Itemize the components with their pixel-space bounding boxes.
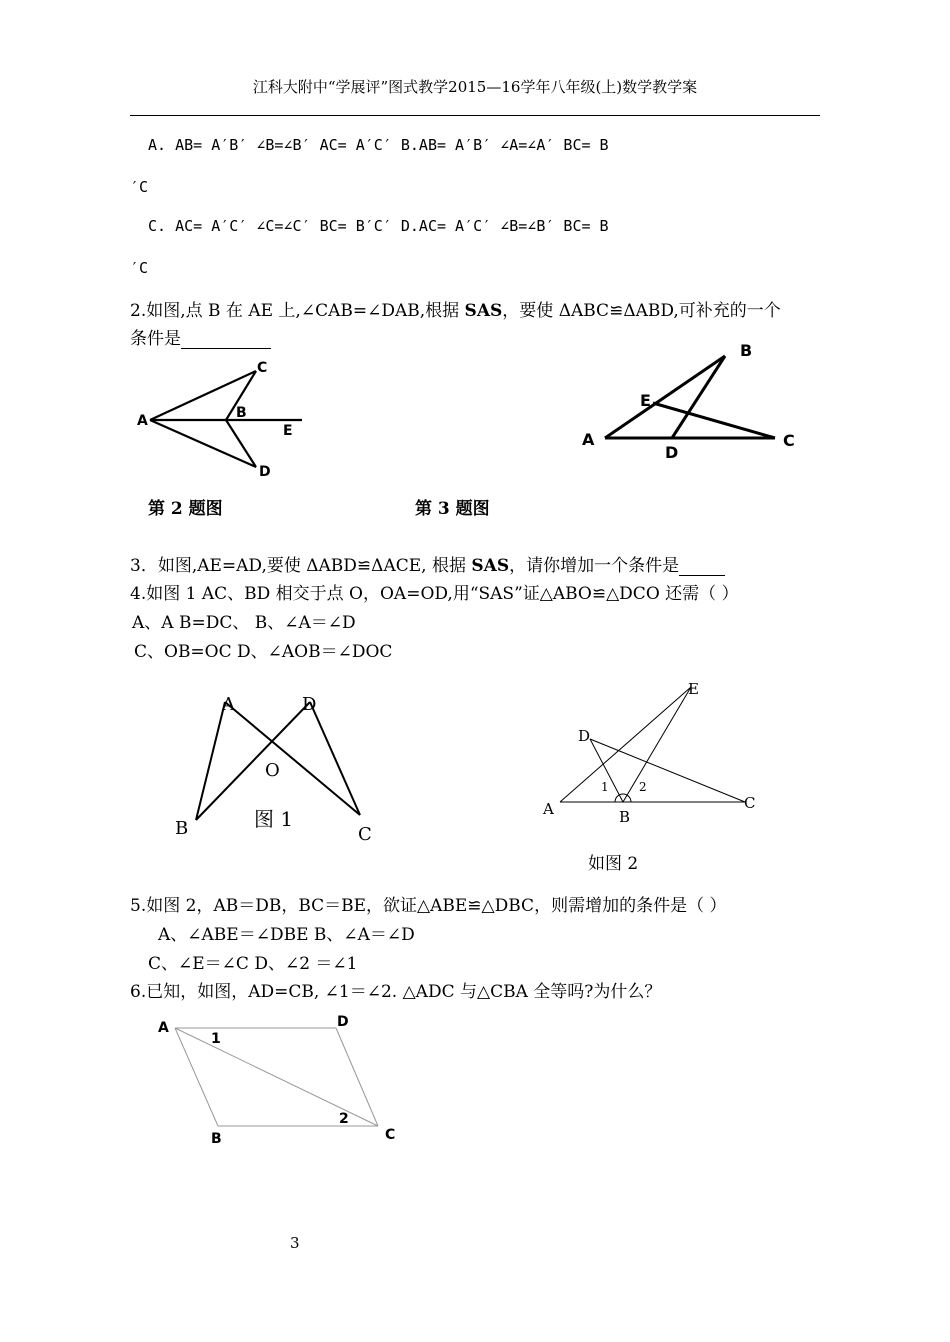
fig2-label-d: D bbox=[578, 727, 591, 745]
q2-label-c: C bbox=[257, 360, 268, 376]
q4-options-cd: C、OB=OC D、∠AOB＝∠DOC bbox=[134, 642, 393, 662]
q6-label-a: A bbox=[158, 1020, 169, 1036]
q2-label-b: B bbox=[236, 405, 247, 421]
q2-label-d: D bbox=[259, 464, 271, 480]
figure-1 bbox=[170, 690, 390, 850]
header-rule bbox=[130, 115, 820, 116]
q1-option-ab-cont: ′C bbox=[130, 178, 149, 196]
fig1-label-o: O bbox=[265, 760, 280, 781]
q6-label-b: B bbox=[211, 1131, 222, 1147]
q3-label-c: C bbox=[783, 431, 795, 450]
fig1-caption: 图 1 bbox=[254, 807, 294, 831]
q5-line: 5.如图 2，AB＝DB，BC＝BE，欲证△ABE≌△DBC，则需增加的条件是（ ） bbox=[130, 896, 727, 916]
q6-label-c: C bbox=[385, 1127, 396, 1143]
fig2-label-e: E bbox=[688, 680, 699, 698]
q3-answer-blank[interactable] bbox=[679, 559, 725, 576]
fig1-label-d: D bbox=[302, 694, 317, 715]
q3-label-d: D bbox=[665, 443, 679, 462]
fig2-caption: 如图 2 bbox=[588, 854, 639, 874]
q5-options-cd: C、∠E＝∠C D、∠2 ＝∠1 bbox=[148, 954, 358, 974]
q3-label-e: E bbox=[640, 391, 651, 410]
q6-angle-2: 2 bbox=[339, 1111, 349, 1127]
q6-label-d: D bbox=[337, 1014, 349, 1030]
q3-line: 3．如图,AE=AD,要使 ΔABD≌ΔACE, 根据 SAS，请你增加一个条件是 bbox=[130, 551, 725, 576]
q4-line: 4.如图 1 AC、BD 相交于点 O，OA=OD,用“SAS”证△ABO≌△DCO 还需（ ） bbox=[130, 584, 739, 604]
q6-figure bbox=[150, 1012, 410, 1152]
q2-label-a: A bbox=[137, 413, 148, 429]
q3-label-b: B bbox=[740, 341, 753, 360]
q6-angle-1: 1 bbox=[211, 1031, 221, 1047]
fig1-label-b: B bbox=[175, 818, 189, 839]
page-header: 江科大附中“学展评”图式教学2015—16学年八年级(上)数学教学案 bbox=[252, 78, 698, 96]
q2-answer-blank[interactable] bbox=[181, 332, 271, 349]
fig1-label-c: C bbox=[358, 824, 372, 845]
q2-label-e: E bbox=[283, 423, 293, 439]
q4-options-ab: A、A B=DC、 B、∠A＝∠D bbox=[132, 613, 356, 633]
fig2-label-a: A bbox=[543, 800, 554, 818]
fig2-angle-1: 1 bbox=[601, 780, 609, 794]
fig2-label-c: C bbox=[744, 794, 756, 812]
q1-option-ab: A. AB= A′B′ ∠B=∠B′ AC= A′C′ B.AB= A′B′ ∠A=∠A′ BC= B bbox=[148, 136, 609, 154]
q1-option-cd: C. AC= A′C′ ∠C=∠C′ BC= B′C′ D.AC= A′C′ ∠B=∠B′ BC= B bbox=[148, 217, 609, 235]
q2-figure-caption: 第 2 题图 bbox=[148, 499, 223, 519]
q2-line-2: 条件是 bbox=[130, 324, 271, 349]
fig2-label-b: B bbox=[619, 808, 631, 826]
fig2-angle-2: 2 bbox=[639, 780, 647, 794]
q2-line-1: 2.如图,点 B 在 AE 上,∠CAB=∠DAB,根据 SAS，要使 ΔABC≌ΔABD,可补充的一个 bbox=[130, 301, 781, 321]
q5-options-ab: A、∠ABE＝∠DBE B、∠A＝∠D bbox=[158, 925, 415, 945]
q3-label-a: A bbox=[582, 430, 595, 449]
q1-option-cd-cont: ′C bbox=[130, 259, 149, 277]
q3-figure-caption: 第 3 题图 bbox=[415, 499, 490, 519]
q2-figure bbox=[130, 352, 330, 482]
page-number: 3 bbox=[290, 1234, 300, 1252]
q6-line: 6.已知，如图，AD=CB, ∠1＝∠2. △ADC 与△CBA 全等吗?为什么？ bbox=[130, 982, 662, 1002]
figure-2 bbox=[535, 675, 775, 825]
q3-figure bbox=[570, 340, 810, 470]
fig1-label-a: A bbox=[222, 694, 235, 715]
